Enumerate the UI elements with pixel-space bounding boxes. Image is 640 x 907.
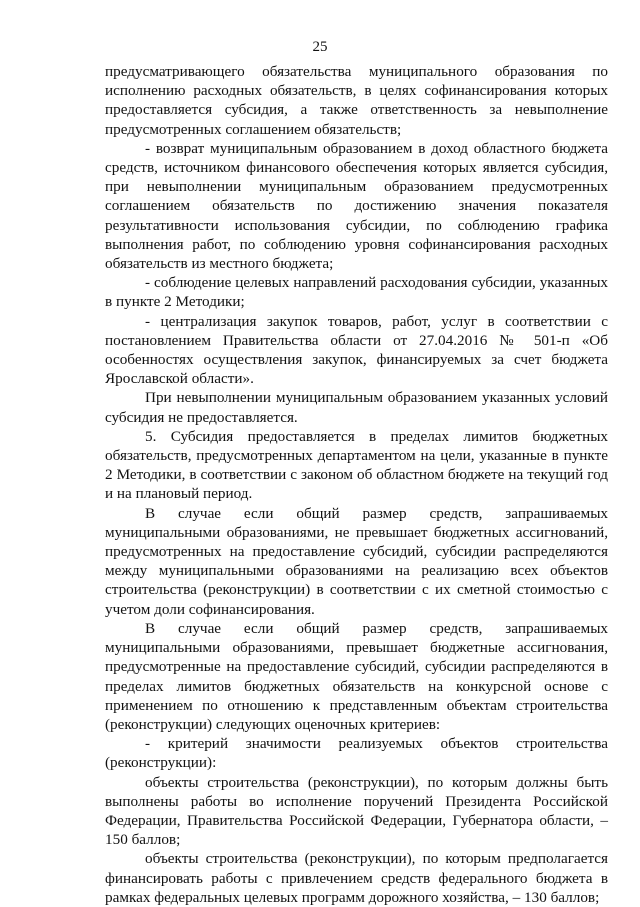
paragraph-refund-condition: - возврат муниципальным образованием в доход областного бюджета средств, источником финансового обеспечения которых является субсидия, при невыполнении муниципальным образованием предусмотренных соглашением обязательств по достижению значения показателя результативности использования субсидии, по соблюдению графика выполнения работ, по соблюдению уровня софинансирования расходных обязательств из местного бюджета;: [105, 139, 608, 273]
paragraph-procurement: - централизация закупок товаров, работ, услуг в соответствии с постановлением Правительства области от 27.04.2016 № 501-п «Об особенностях осуществления закупок, финансируемых за счет бюджета Ярославской области».: [105, 312, 608, 388]
paragraph-federal-budget: объекты строительства (реконструкции), по которым предполагается финансировать работы с привлечением средств федерального бюджета в рамках федеральных целевых программ дорожного хозяйства, – 130 баллов;: [105, 850, 608, 906]
page-number: 25: [312, 39, 328, 55]
paragraph-not-exceeding: В случае если общий размер средств, запрашиваемых муниципальными образованиями, не превышает бюджетных ассигнований, предусмотренных на предоставление субсидий, субсидии распределяются между муниципальными образованиями на реализацию всех объектов строительства (реконструкции) в соответствии с их сметной стоимостью с учетом доли софинансирования.: [105, 504, 608, 618]
paragraph-exceeding: В случае если общий размер средств, запрашиваемых муниципальными образованиями, превышает бюджетные ассигнования, предусмотренные на предоставление субсидий, субсидии распределяются в пределах лимитов бюджетных обязательств на конкурсной основе с применением по отношению к представленным объектам строительства (реконструкции) следующих оценочных критериев:: [105, 619, 608, 733]
paragraph-presidential-orders: объекты строительства (реконструкции), по которым должны быть выполнены работы во исполнение поручений Президента Российской Федерации, Правительства Российской Федерации, Губернатора области, – 150 баллов;: [105, 773, 608, 849]
paragraph-criterion-significance: - критерий значимости реализуемых объектов строительства (реконструкции):: [105, 735, 608, 772]
paragraph-non-fulfillment: При невыполнении муниципальным образованием указанных условий субсидия не предоставляется.: [105, 389, 608, 426]
paragraph-continuation: предусматривающего обязательства муниципального образования по исполнению расходных обязательств, в целях софинансирования которых предоставляется субсидия, а также ответственность за невыполнение предусмотренных соглашением обязательств;: [105, 63, 608, 138]
paragraph-target-use: - соблюдение целевых направлений расходования субсидии, указанных в пункте 2 Методики;: [105, 274, 608, 311]
paragraph-item-5: 5. Субсидия предоставляется в пределах лимитов бюджетных обязательств, предусмотренных департаментом на цели, указанные в пункте 2 Методики, в соответствии с законом об областном бюджете на текущий год и на плановый период.: [105, 427, 608, 503]
document-body: [105, 62, 608, 907]
